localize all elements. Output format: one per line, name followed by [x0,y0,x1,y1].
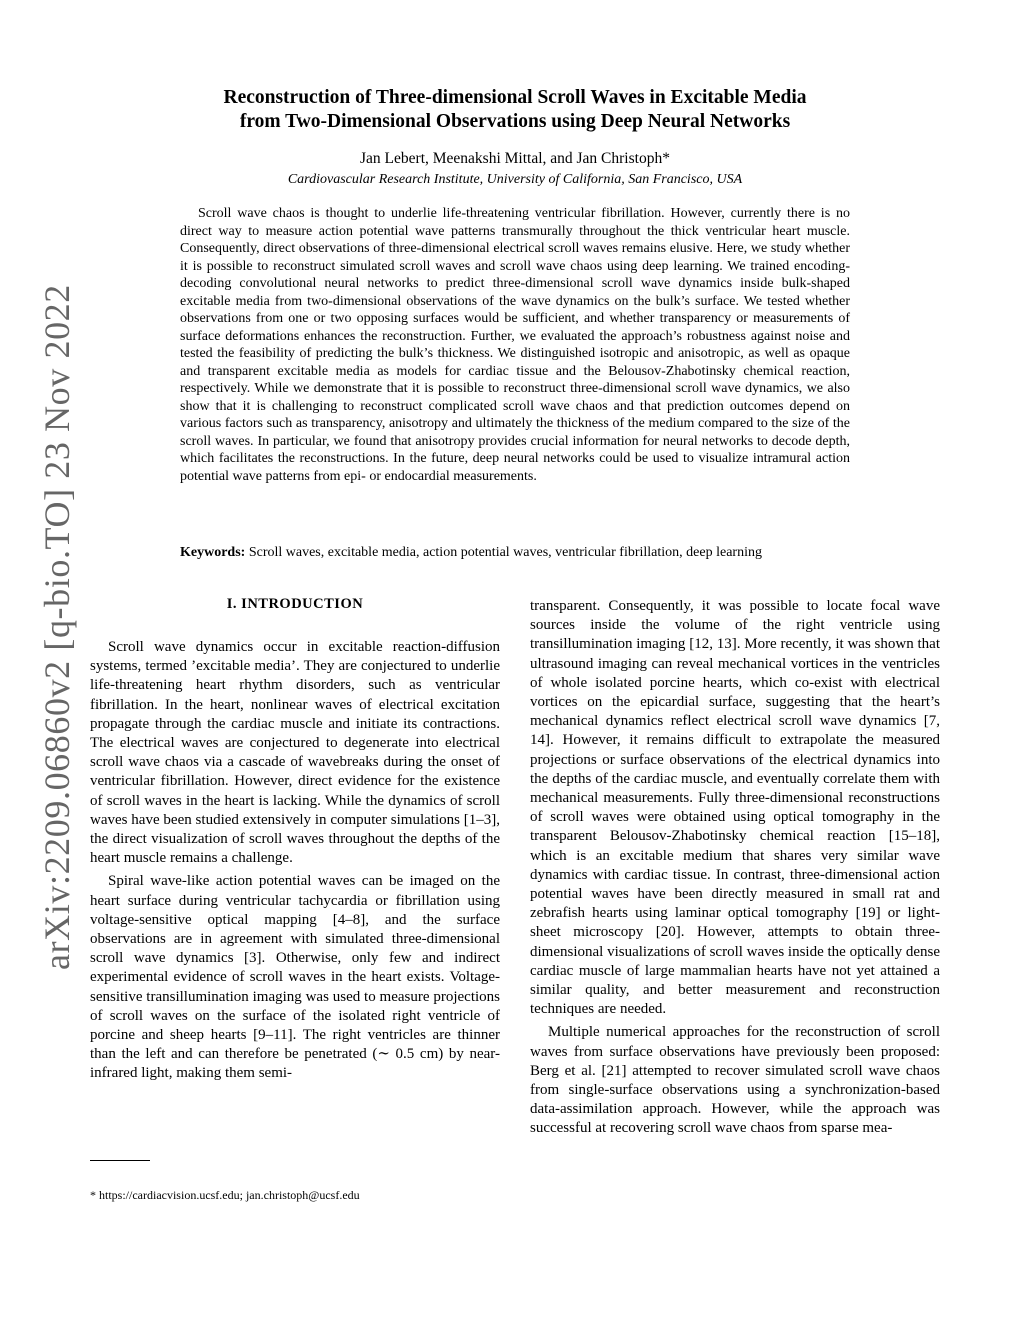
footnote: * https://cardiacvision.ucsf.edu; jan.christoph@ucsf.edu [90,1188,360,1202]
affiliation: Cardiovascular Research Institute, University of California, San Francisco, USA [287,172,743,187]
keywords [180,545,900,561]
keywords-label: Keywords: [180,545,246,560]
arxiv-identifier-stamp: arXiv:2209.06860v2 [q-bio.TO] 23 Nov 2022 [37,284,77,970]
section-heading-introduction: I. INTRODUCTION [226,596,364,612]
title-line-1: Reconstruction of Three-dimensional Scroll Waves in Excitable Media [223,87,807,108]
title-line-2: from Two-Dimensional Observations using Deep Neural Networks [239,111,791,132]
footnote-divider [90,1160,150,1161]
intro-paragraph-1: Scroll wave dynamics occur in excitable reaction-diffusion systems, termed ’excitable media’. They are conjectured to underlie life-threatening heart rhythm disorders, such as ventricular fibrillation. In the heart, nonlinear waves of electrical excitation propagate through the cardiac muscle and initiate its contractions. The electrical waves are conjectured to degenerate into electrical scroll wave chaos via a cascade of wavebreaks during the onset of ventricular fibrillation. However, direct evidence for the existence of scroll waves in the heart is lacking. While the dynamics of scroll waves have been studied extensively in computer simulations [1–3], the direct visualization of scroll waves throughout the depths of the heart muscle remains a challenge. [90,639,500,867]
intro-paragraph-2-continued: transparent. Consequently, it was possible to locate focal wave sources inside the volume of the right ventricle using transillumination imaging [12, 13]. More recently, it was shown that ultrasound imaging can reveal mechanical vortices in the ventricles of whole isolated porcine hearts, which co-exist with electrical vortices on the epicardial surface, suggesting that the heart’s mechanical dynamics reflect electrical scroll wave dynamics [7, 14]. However, it remains difficult to extrapolate the measured projections or surface observations of the electrical dynamics into the depths of the cardiac muscle, and eventually correlate them with mechanical measurements. Fully three-dimensional reconstructions of scroll waves were obtained using optical tomography in the transparent Belousov-Zhabotinsky chemical reaction [15–18], which is an excitable medium that shares very similar wave dynamics with cardiac tissue. In contrast, three-dimensional action potential waves have been directly measured in small rat and zebrafish hearts using laminar optical tomography [19] or light-sheet microscopy [20]. However, attempts to obtain three-dimensional visualizations of scroll waves inside the optically dense cardiac muscle of large mammalian hearts have not yet attained a similar quality, and better measurement and reconstruction techniques are needed. [530,598,940,1018]
abstract [180,205,850,485]
author-list: Jan Lebert, Meenakshi Mittal, and Jan Christoph* [360,150,670,167]
abstract-text: Scroll wave chaos is thought to underlie life-threatening ventricular fibrillation. However, currently there is no direct way to measure action potential wave patterns transmurally throughout the thick ventricular heart muscle. Consequently, direct observations of three-dimensional electrical scroll waves remains elusive. Here, we study whether it is possible to reconstruct simulated scroll waves and scroll wave chaos using deep learning. We trained encoding-decoding convolutional neural networks to predict three-dimensional scroll wave dynamics inside bulk-shaped excitable media from two-dimensional observations of the wave dynamics on the bulk’s surface. We tested whether observations from one or two opposing surfaces would be sufficient, and whether transparency or measurements of surface deformations enhances the reconstruction. Further, we evaluated the approach’s robustness against noise and tested the feasibility of predicting the bulk’s thickness. We distinguished isotropic and anisotropic, as well as opaque and transparent excitable media as models for cardiac tissue and the Belousov-Zhabotinsky chemical reaction, respectively. While we demonstrate that it is possible to reconstruct three-dimensional scroll wave dynamics, we also show that it is challenging to reconstruct complicated scroll wave chaos and that prediction outcomes depend on various factors such as transparency, anisotropy and ultimately the thickness of the medium compared to the size of the scroll waves. In particular, we found that anisotropy provides crucial information for neural networks to decode depth, which facilitates the reconstructions. In the future, deep neural networks could be used to visualize intramural action potential wave patterns from epi- or endocardial measurements. [180,206,850,484]
right-column [530,597,940,1143]
intro-paragraph-3: Multiple numerical approaches for the reconstruction of scroll waves from surface observations have previously been proposed: Berg et al. [21] attempted to recover simulated scroll wave chaos from single-surface observations using a synchronization-based data-assimilation approach. However, while the approach was successful at recovering scroll wave chaos from sparse mea- [530,1024,940,1137]
intro-paragraph-2: Spiral wave-like action potential waves can be imaged on the heart surface during ventricular tachycardia or fibrillation using voltage-sensitive optical mapping [4–8], and the surface observations are in agreement with simulated three-dimensional scroll wave dynamics [3]. Otherwise, only few and indirect experimental evidence of scroll waves in the heart exists. Voltage-sensitive transillumination imaging was used to measure projections of scroll waves on the surface of the isolated right ventricle of porcine and sheep hearts [9–11]. The right ventricles are thinner than the left and can therefore be penetrated (∼ 0.5 cm) by near-infrared light, making them semi- [90,873,500,1082]
keywords-text: Scroll waves, excitable media, action potential waves, ventricular fibrillation, deep learning [245,545,762,560]
left-column [90,638,500,1088]
paper-title [140,86,890,134]
